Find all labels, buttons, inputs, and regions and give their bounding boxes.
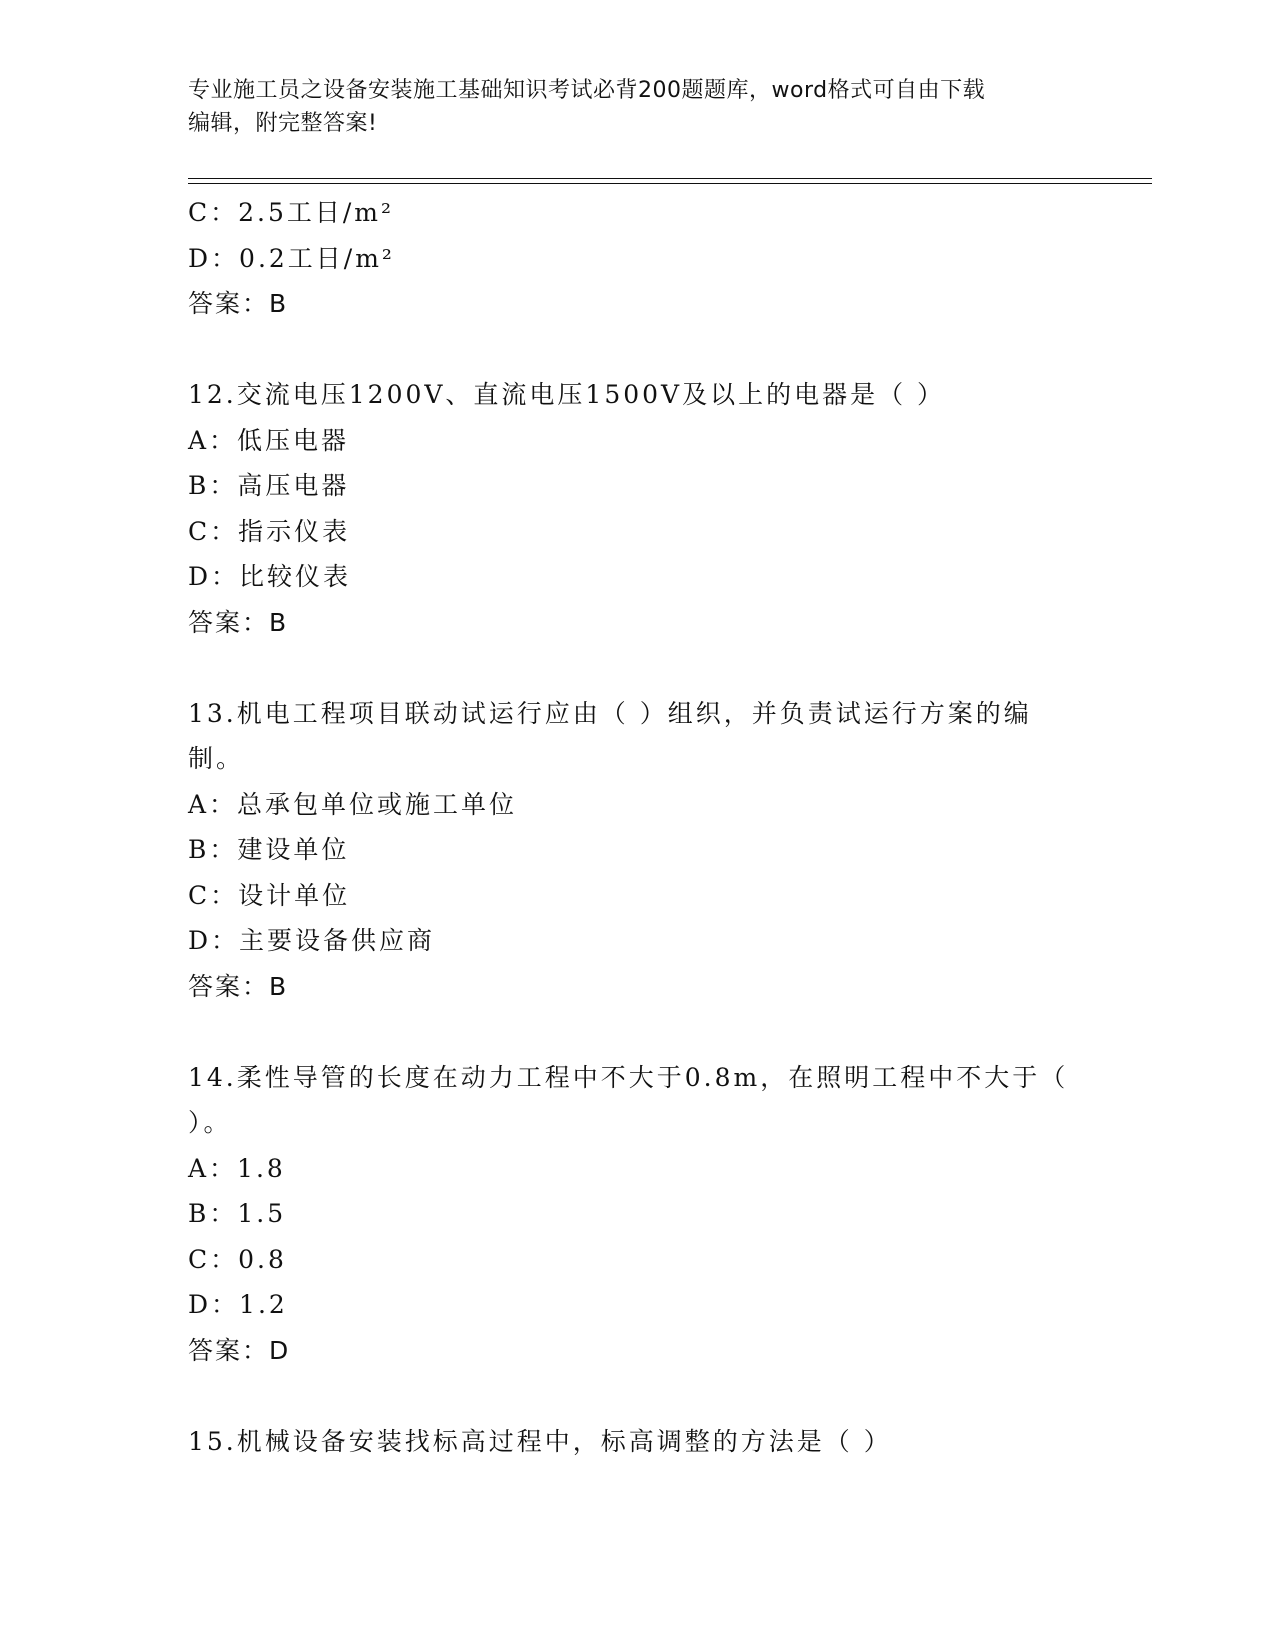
question-text-continued: ）。 — [188, 1108, 232, 1137]
option-d: D：主要设备供应商 — [188, 926, 436, 955]
spacer — [188, 645, 1088, 691]
header-line-2: 编辑，附完整答案! — [188, 111, 378, 136]
option-b: B：建设单位 — [188, 835, 350, 864]
option-b: B：高压电器 — [188, 471, 350, 500]
option-a: A：总承包单位或施工单位 — [188, 789, 518, 819]
option-b: B：1.5 — [188, 1199, 287, 1228]
question-11-continued — [188, 190, 1088, 327]
option-a: A：1.8 — [188, 1153, 286, 1183]
answer-line: 答案：B — [188, 971, 289, 1001]
spacer — [188, 1373, 1088, 1419]
question-list — [188, 190, 1088, 1464]
question-text: 15.机械设备安装找标高过程中，标高调整的方法是（ ） — [188, 1426, 892, 1456]
option-c: C：0.8 — [188, 1244, 287, 1274]
header-divider-bottom — [188, 183, 1152, 184]
question-14 — [188, 1055, 1088, 1374]
option-c: C：指示仪表 — [188, 516, 351, 546]
answer-line: 答案：B — [188, 289, 289, 318]
option-c: C：设计单位 — [188, 880, 351, 910]
question-text: 12.交流电压1200V、直流电压1500V及以上的电器是（ ） — [188, 380, 946, 409]
question-text: 13.机电工程项目联动试运行应由（ ）组织，并负责试运行方案的编 — [188, 698, 1032, 728]
spacer — [188, 1009, 1088, 1055]
answer-line: 答案：D — [188, 1335, 291, 1365]
question-13 — [188, 691, 1088, 1010]
option-d: D：1.2 — [188, 1290, 288, 1319]
header-divider-top — [188, 178, 1152, 179]
question-text-continued: 制。 — [188, 744, 245, 773]
document-header — [188, 74, 1078, 140]
option-d: D：0.2工日/m² — [188, 243, 395, 273]
question-12 — [188, 372, 1088, 645]
option-d: D：比较仪表 — [188, 562, 352, 591]
spacer — [188, 327, 1088, 373]
option-c: C：2.5工日/m² — [188, 198, 395, 227]
question-text: 14.柔性导管的长度在动力工程中不大于0.8m，在照明工程中不大于（ — [188, 1062, 1069, 1092]
option-a: A：低压电器 — [188, 425, 350, 455]
header-line-1: 专业施工员之设备安装施工基础知识考试必背200题题库，word格式可自由下载 — [188, 78, 986, 103]
question-15 — [188, 1419, 1088, 1465]
answer-line: 答案：B — [188, 607, 289, 637]
